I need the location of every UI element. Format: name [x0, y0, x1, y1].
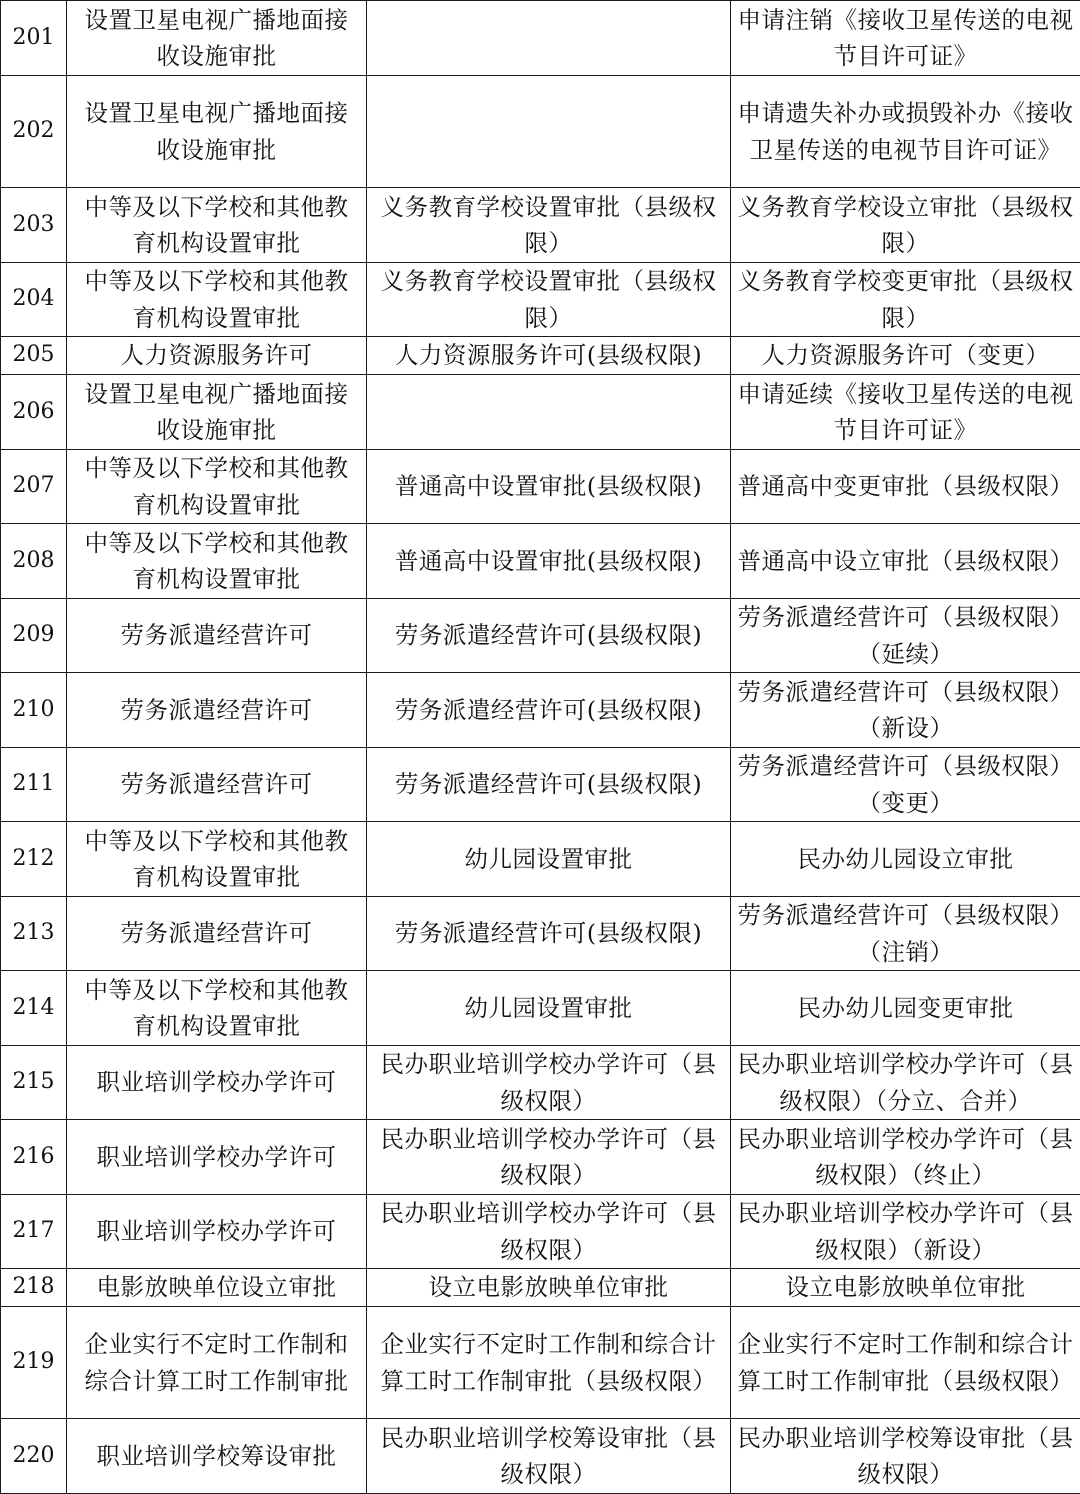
row-number: 211 [1, 748, 67, 822]
table-row [1, 971, 1080, 1046]
row-number: 209 [1, 599, 67, 673]
detail-item-name: 申请注销《接收卫星传送的电视节目许可证》 [731, 1, 1080, 76]
sub-item-name: 劳务派遣经营许可(县级权限) [367, 897, 731, 971]
row-number: 206 [1, 375, 67, 450]
detail-item-name: 义务教育学校变更审批（县级权限） [731, 263, 1080, 337]
row-number: 214 [1, 971, 67, 1046]
table-row [1, 1195, 1080, 1269]
sub-item-name: 民办职业培训学校筹设审批（县级权限） [367, 1419, 731, 1494]
item-name: 劳务派遣经营许可 [67, 897, 367, 971]
table-row [1, 599, 1080, 673]
row-number: 220 [1, 1419, 67, 1494]
detail-item-name: 民办幼儿园设立审批 [731, 822, 1080, 897]
sub-item-name [367, 375, 731, 450]
sub-item-name: 劳务派遣经营许可(县级权限) [367, 748, 731, 822]
item-name: 电影放映单位设立审批 [67, 1269, 367, 1307]
item-name: 设置卫星电视广播地面接收设施审批 [67, 1, 367, 76]
row-number: 203 [1, 188, 67, 263]
table-row [1, 76, 1080, 188]
sub-item-name: 设立电影放映单位审批 [367, 1269, 731, 1307]
table-row [1, 337, 1080, 375]
row-number: 216 [1, 1120, 67, 1195]
sub-item-name: 普通高中设置审批(县级权限) [367, 524, 731, 599]
table-row [1, 1269, 1080, 1307]
item-name: 职业培训学校办学许可 [67, 1046, 367, 1120]
sub-item-name: 民办职业培训学校办学许可（县级权限） [367, 1195, 731, 1269]
detail-item-name: 民办职业培训学校筹设审批（县级权限） [731, 1419, 1080, 1494]
sub-item-name: 义务教育学校设置审批（县级权限） [367, 188, 731, 263]
sub-item-name: 普通高中设置审批(县级权限) [367, 450, 731, 524]
detail-item-name: 人力资源服务许可（变更） [731, 337, 1080, 375]
item-name: 中等及以下学校和其他教育机构设置审批 [67, 971, 367, 1046]
row-number: 207 [1, 450, 67, 524]
table-row [1, 263, 1080, 337]
table-row [1, 524, 1080, 599]
table-row [1, 1307, 1080, 1419]
row-number: 218 [1, 1269, 67, 1307]
item-name: 中等及以下学校和其他教育机构设置审批 [67, 263, 367, 337]
item-name: 中等及以下学校和其他教育机构设置审批 [67, 450, 367, 524]
row-number: 217 [1, 1195, 67, 1269]
sub-item-name: 民办职业培训学校办学许可（县级权限） [367, 1046, 731, 1120]
sub-item-name: 幼儿园设置审批 [367, 822, 731, 897]
detail-item-name: 申请遗失补办或损毁补办《接收卫星传送的电视节目许可证》 [731, 76, 1080, 188]
item-name: 劳务派遣经营许可 [67, 673, 367, 748]
item-name: 企业实行不定时工作制和综合计算工时工作制审批 [67, 1307, 367, 1419]
row-number: 202 [1, 76, 67, 188]
sub-item-name: 民办职业培训学校办学许可（县级权限） [367, 1120, 731, 1195]
table-row [1, 1120, 1080, 1195]
table-row [1, 1419, 1080, 1494]
detail-item-name: 劳务派遣经营许可（县级权限）（注销） [731, 897, 1080, 971]
item-name: 职业培训学校筹设审批 [67, 1419, 367, 1494]
detail-item-name: 申请延续《接收卫星传送的电视节目许可证》 [731, 375, 1080, 450]
table-row [1, 1, 1080, 76]
detail-item-name: 民办职业培训学校办学许可（县级权限）（新设） [731, 1195, 1080, 1269]
item-name: 职业培训学校办学许可 [67, 1195, 367, 1269]
row-number: 215 [1, 1046, 67, 1120]
row-number: 204 [1, 263, 67, 337]
detail-item-name: 义务教育学校设立审批（县级权限） [731, 188, 1080, 263]
sub-item-name [367, 1, 731, 76]
row-number: 212 [1, 822, 67, 897]
table-row [1, 188, 1080, 263]
item-name: 中等及以下学校和其他教育机构设置审批 [67, 188, 367, 263]
item-name: 劳务派遣经营许可 [67, 599, 367, 673]
item-name: 职业培训学校办学许可 [67, 1120, 367, 1195]
detail-item-name: 民办职业培训学校办学许可（县级权限）（终止） [731, 1120, 1080, 1195]
row-number: 208 [1, 524, 67, 599]
table-row [1, 673, 1080, 748]
sub-item-name [367, 76, 731, 188]
detail-item-name: 劳务派遣经营许可（县级权限）（变更） [731, 748, 1080, 822]
table-row [1, 748, 1080, 822]
sub-item-name: 企业实行不定时工作制和综合计算工时工作制审批（县级权限） [367, 1307, 731, 1419]
item-name: 设置卫星电视广播地面接收设施审批 [67, 76, 367, 188]
table-row [1, 822, 1080, 897]
row-number: 205 [1, 337, 67, 375]
item-name: 劳务派遣经营许可 [67, 748, 367, 822]
detail-item-name: 劳务派遣经营许可（县级权限）（新设） [731, 673, 1080, 748]
item-name: 设置卫星电视广播地面接收设施审批 [67, 375, 367, 450]
detail-item-name: 民办幼儿园变更审批 [731, 971, 1080, 1046]
detail-item-name: 民办职业培训学校办学许可（县级权限）（分立、合并） [731, 1046, 1080, 1120]
item-name: 中等及以下学校和其他教育机构设置审批 [67, 524, 367, 599]
sub-item-name: 劳务派遣经营许可(县级权限) [367, 673, 731, 748]
table-row [1, 450, 1080, 524]
detail-item-name: 普通高中设立审批（县级权限） [731, 524, 1080, 599]
row-number: 213 [1, 897, 67, 971]
table-row [1, 375, 1080, 450]
detail-item-name: 设立电影放映单位审批 [731, 1269, 1080, 1307]
detail-item-name: 普通高中变更审批（县级权限） [731, 450, 1080, 524]
table-row [1, 897, 1080, 971]
sub-item-name: 义务教育学校设置审批（县级权限） [367, 263, 731, 337]
sub-item-name: 人力资源服务许可(县级权限) [367, 337, 731, 375]
sub-item-name: 劳务派遣经营许可(县级权限) [367, 599, 731, 673]
row-number: 201 [1, 1, 67, 76]
row-number: 219 [1, 1307, 67, 1419]
detail-item-name: 企业实行不定时工作制和综合计算工时工作制审批（县级权限） [731, 1307, 1080, 1419]
table-row [1, 1046, 1080, 1120]
item-name: 人力资源服务许可 [67, 337, 367, 375]
detail-item-name: 劳务派遣经营许可（县级权限）（延续） [731, 599, 1080, 673]
row-number: 210 [1, 673, 67, 748]
sub-item-name: 幼儿园设置审批 [367, 971, 731, 1046]
item-name: 中等及以下学校和其他教育机构设置审批 [67, 822, 367, 897]
